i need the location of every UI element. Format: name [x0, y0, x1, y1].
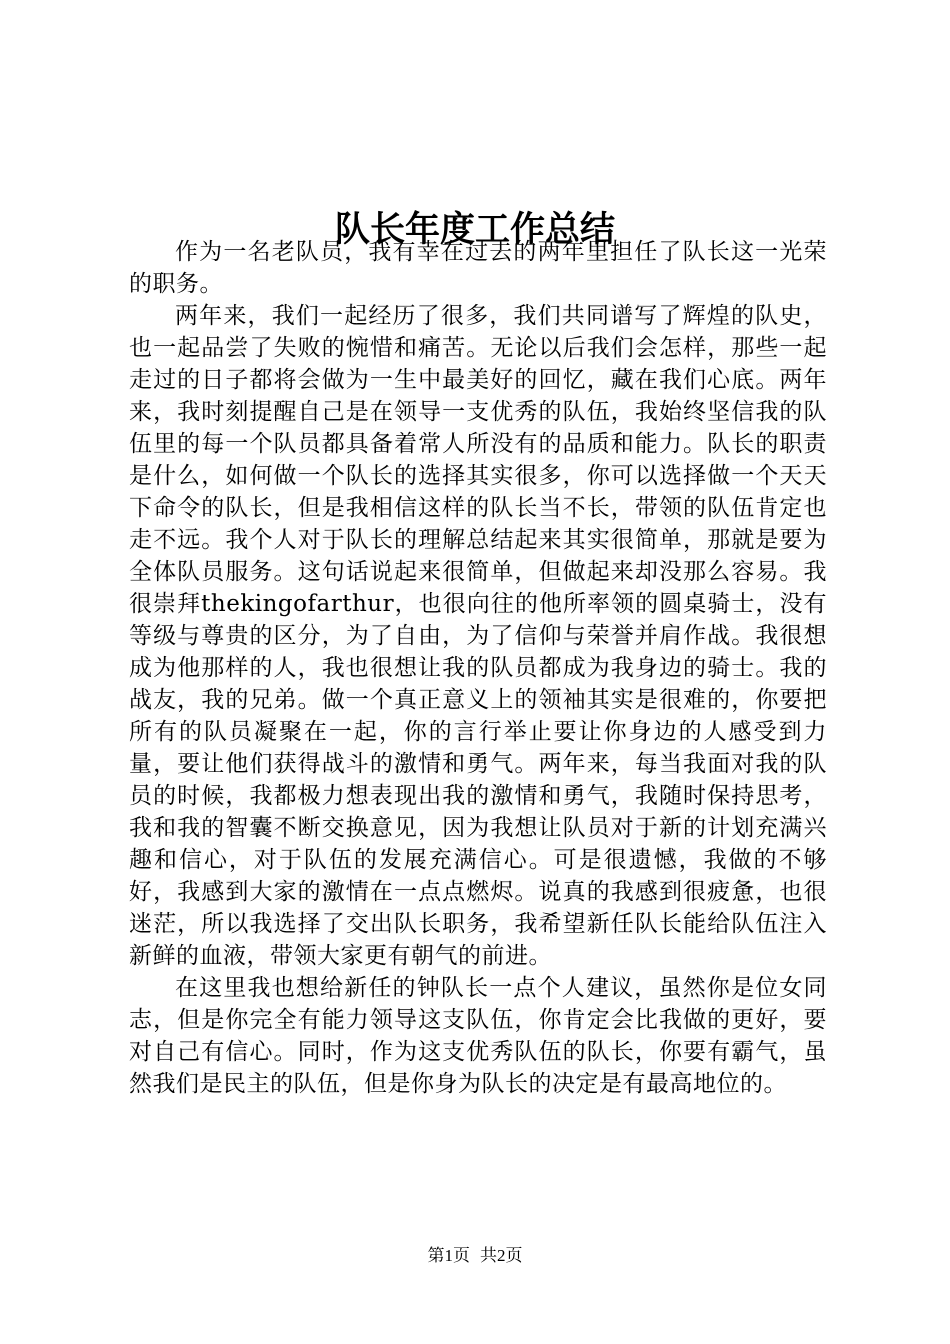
- page-footer: [0, 1245, 950, 1267]
- page-number: 第1页: [427, 1246, 470, 1265]
- paragraph-1: 作为一名老队员，我有幸在过去的两年里担任了队长这一光荣的职务。: [129, 239, 827, 297]
- document-title: 队长年度工作总结: [334, 209, 615, 251]
- document-body: [129, 236, 827, 1100]
- paragraph-2: 两年来，我们一起经历了很多，我们共同谱写了辉煌的队史，也一起品尝了失败的惋惜和痛苦。无论以后我们会怎样，那些一起走过的日子都将会做为一生中最美好的回忆，藏在我们心底。两年来，我时刻提醒自己是在领导一支优秀的队伍，我始终坚信我的队伍里的每一个队员都具备着常人所没有的品质和能力。队长的职责是什么，如何做一个队长的选择其实很多，你可以选择做一个天天下命令的队长，但是我相信这样的队长当不长，带领的队伍肯定也走不远。我个人对于队长的理解总结起来其实很简单，那就是要为全体队员服务。这句话说起来很简单，但做起来却没那么容易。我很崇拜thekingofarthur，也很向往的他所率领的圆桌骑士，没有等级与尊贵的区分，为了自由，为了信仰与荣誉并肩作战。我很想成为他那样的人，我也很想让我的队员都成为我身边的骑士。我的战友，我的兄弟。做一个真正意义上的领袖其实是很难的，你要把所有的队员凝聚在一起，你的言行举止要让你身边的人感受到力量，要让他们获得战斗的激情和勇气。两年来，每当我面对我的队员的时候，我都极力想表现出我的激情和勇气，我随时保持思考，我和我的智囊不断交换意见，因为我想让队员对于新的计划充满兴趣和信心，对于队伍的发展充满信心。可是很遗憾，我做的不够好，我感到大家的激情在一点点燃烬。说真的我感到很疲惫，也很迷茫，所以我选择了交出队长职务，我希望新任队长能给队伍注入新鲜的血液，带领大家更有朝气的前进。: [129, 303, 827, 969]
- page-total: 共2页: [480, 1246, 523, 1265]
- paragraph-3: 在这里我也想给新任的钟队长一点个人建议，虽然你是位女同志，但是你完全有能力领导这支队伍，你肯定会比我做的更好，要对自己有信心。同时，作为这支优秀队伍的队长，你要有霸气，虽然我们是民主的队伍，但是你身为队长的决定是有最高地位的。: [129, 975, 827, 1097]
